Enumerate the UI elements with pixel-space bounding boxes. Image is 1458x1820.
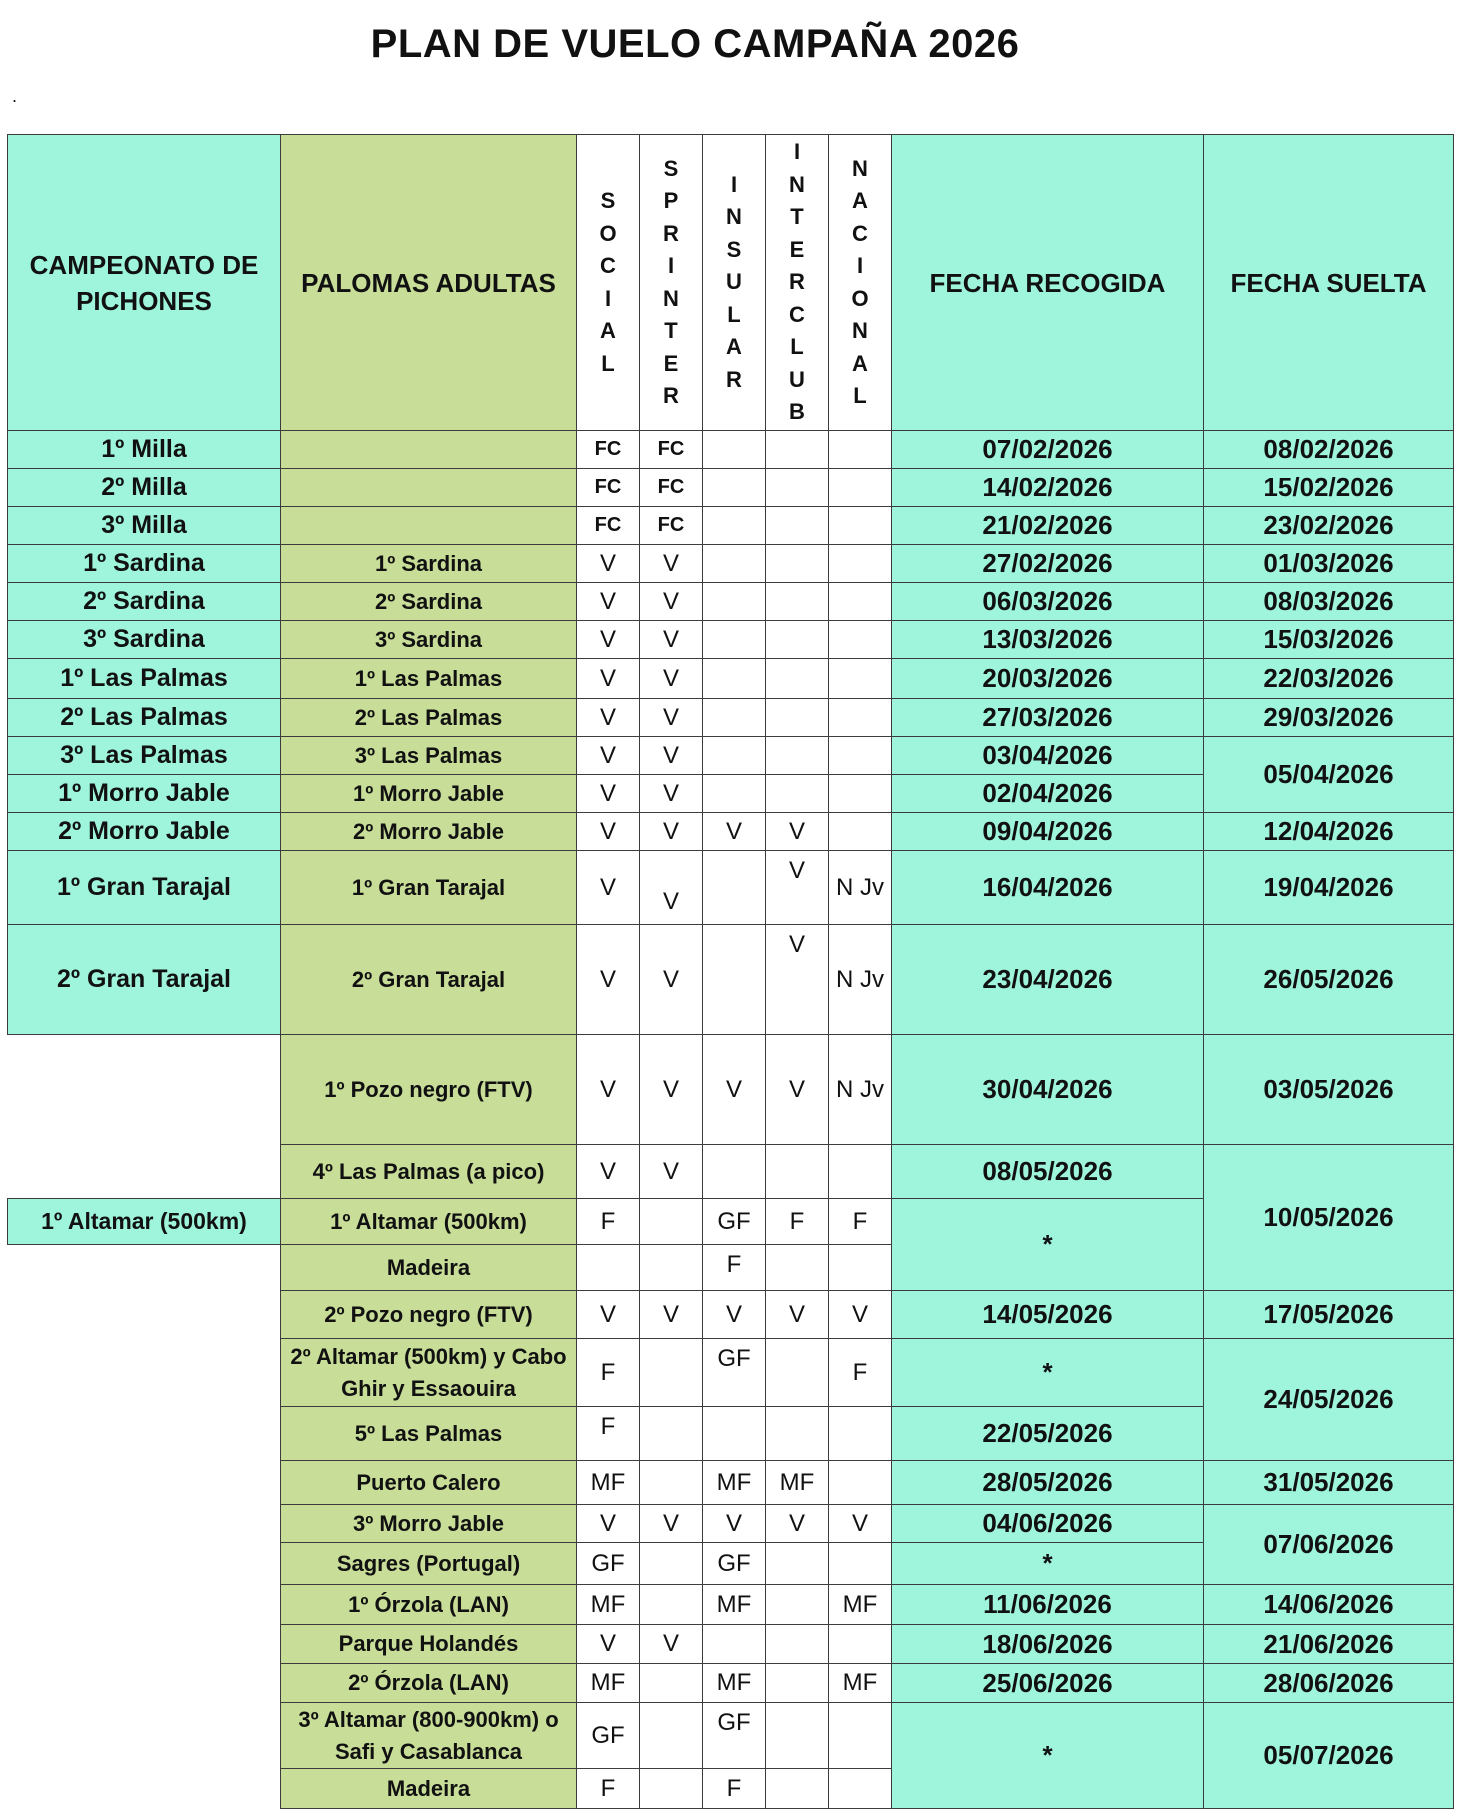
fecha-recogida-cell: 18/06/2026 xyxy=(892,1625,1204,1664)
palomas-cell: 1º Órzola (LAN) xyxy=(281,1585,577,1625)
palomas-cell: Madeira xyxy=(281,1245,577,1291)
fecha-suelta-cell: 15/02/2026 xyxy=(1204,469,1454,507)
palomas-cell xyxy=(281,469,577,507)
nacional-cell xyxy=(829,431,892,469)
fecha-suelta-cell: 29/03/2026 xyxy=(1204,699,1454,737)
table-row xyxy=(8,925,1454,1035)
nacional-cell: N Jv xyxy=(829,925,892,1035)
palomas-cell: 1º Gran Tarajal xyxy=(281,851,577,925)
nacional-cell: N Jv xyxy=(829,851,892,925)
sprinter-cell: V xyxy=(640,583,703,621)
fecha-recogida-cell: 06/03/2026 xyxy=(892,583,1204,621)
nacional-cell xyxy=(829,737,892,775)
palomas-cell: Puerto Calero xyxy=(281,1461,577,1505)
sprinter-cell xyxy=(640,1407,703,1461)
interclub-cell: V xyxy=(766,1291,829,1339)
fecha-suelta-cell: 14/06/2026 xyxy=(1204,1585,1454,1625)
interclub-cell xyxy=(766,1245,829,1291)
sprinter-cell: V xyxy=(640,851,703,925)
insular-cell: GF xyxy=(703,1199,766,1245)
fecha-recogida-cell: 14/02/2026 xyxy=(892,469,1204,507)
insular-cell xyxy=(703,507,766,545)
insular-cell: GF xyxy=(703,1339,766,1407)
table-row xyxy=(8,469,1454,507)
header-fecha-recogida: FECHA RECOGIDA xyxy=(892,135,1204,431)
interclub-cell: V xyxy=(766,1505,829,1543)
interclub-cell: F xyxy=(766,1199,829,1245)
table-row xyxy=(8,659,1454,699)
palomas-cell xyxy=(281,507,577,545)
campeonato-cell: 2º Gran Tarajal xyxy=(8,925,281,1035)
campeonato-cell: 3º Sardina xyxy=(8,621,281,659)
fecha-recogida-cell: 16/04/2026 xyxy=(892,851,1204,925)
page-title: PLAN DE VUELO CAMPAÑA 2026 xyxy=(370,22,1020,66)
interclub-cell xyxy=(766,659,829,699)
nacional-cell xyxy=(829,1145,892,1199)
fecha-suelta-cell: 22/03/2026 xyxy=(1204,659,1454,699)
social-cell: F xyxy=(577,1769,640,1809)
nacional-cell xyxy=(829,1245,892,1291)
nacional-cell xyxy=(829,583,892,621)
interclub-cell xyxy=(766,1585,829,1625)
interclub-cell: V xyxy=(766,813,829,851)
sprinter-cell: V xyxy=(640,1625,703,1664)
social-cell: V xyxy=(577,1625,640,1664)
social-cell: V xyxy=(577,1291,640,1339)
sprinter-cell: V xyxy=(640,1145,703,1199)
header-sprinter: S P R I N T E R xyxy=(640,135,703,431)
nacional-cell: V xyxy=(829,1505,892,1543)
nacional-cell xyxy=(829,1407,892,1461)
sprinter-cell xyxy=(640,1461,703,1505)
nacional-cell xyxy=(829,1625,892,1664)
fecha-recogida-cell: 11/06/2026 xyxy=(892,1585,1204,1625)
fecha-recogida-cell: 14/05/2026 xyxy=(892,1291,1204,1339)
insular-cell: GF xyxy=(703,1703,766,1769)
insular-cell xyxy=(703,925,766,1035)
fecha-suelta-cell: 23/02/2026 xyxy=(1204,507,1454,545)
insular-cell xyxy=(703,1407,766,1461)
fecha-suelta-cell: 07/06/2026 xyxy=(1204,1505,1454,1585)
palomas-cell: Madeira xyxy=(281,1769,577,1809)
header-row xyxy=(8,135,1454,431)
interclub-cell xyxy=(766,1664,829,1703)
sprinter-cell: V xyxy=(640,737,703,775)
interclub-cell xyxy=(766,1625,829,1664)
table-row xyxy=(8,621,1454,659)
nacional-cell: MF xyxy=(829,1664,892,1703)
campeonato-cell: 1º Altamar (500km) xyxy=(8,1199,281,1245)
table-row xyxy=(8,583,1454,621)
social-cell: V xyxy=(577,621,640,659)
nacional-cell xyxy=(829,1543,892,1585)
fecha-recogida-cell: 22/05/2026 xyxy=(892,1407,1204,1461)
palomas-cell: Sagres (Portugal) xyxy=(281,1543,577,1585)
fecha-recogida-cell: 27/03/2026 xyxy=(892,699,1204,737)
fecha-suelta-cell: 08/03/2026 xyxy=(1204,583,1454,621)
fecha-suelta-cell: 15/03/2026 xyxy=(1204,621,1454,659)
nacional-cell: F xyxy=(829,1199,892,1245)
nacional-cell xyxy=(829,621,892,659)
palomas-cell: 1º Las Palmas xyxy=(281,659,577,699)
interclub-cell xyxy=(766,545,829,583)
insular-cell: MF xyxy=(703,1461,766,1505)
sprinter-cell: V xyxy=(640,813,703,851)
header-fecha-suelta: FECHA SUELTA xyxy=(1204,135,1454,431)
nacional-cell xyxy=(829,1769,892,1809)
social-cell: GF xyxy=(577,1543,640,1585)
social-cell: V xyxy=(577,737,640,775)
table-row xyxy=(8,545,1454,583)
insular-cell xyxy=(703,699,766,737)
fecha-suelta-cell: 10/05/2026 xyxy=(1204,1145,1454,1291)
palomas-cell: 2º Sardina xyxy=(281,583,577,621)
insular-cell: F xyxy=(703,1245,766,1291)
insular-cell xyxy=(703,851,766,925)
table-row xyxy=(8,431,1454,469)
social-cell: V xyxy=(577,583,640,621)
fecha-suelta-cell: 05/04/2026 xyxy=(1204,737,1454,813)
palomas-cell xyxy=(281,431,577,469)
insular-cell xyxy=(703,775,766,813)
social-cell: V xyxy=(577,1035,640,1145)
interclub-cell xyxy=(766,1145,829,1199)
interclub-cell xyxy=(766,1543,829,1585)
sprinter-cell: V xyxy=(640,1291,703,1339)
palomas-cell: 1º Altamar (500km) xyxy=(281,1199,577,1245)
campeonato-cell: 1º Morro Jable xyxy=(8,775,281,813)
table-row xyxy=(8,1035,1454,1145)
sprinter-cell: V xyxy=(640,621,703,659)
palomas-cell: Parque Holandés xyxy=(281,1625,577,1664)
fecha-recogida-cell: * xyxy=(892,1703,1204,1809)
social-cell: V xyxy=(577,659,640,699)
campeonato-cell: 2º Sardina xyxy=(8,583,281,621)
nacional-cell: V xyxy=(829,1291,892,1339)
social-cell: V xyxy=(577,775,640,813)
nacional-cell: F xyxy=(829,1339,892,1407)
sprinter-cell xyxy=(640,1769,703,1809)
nacional-cell: MF xyxy=(829,1585,892,1625)
fecha-suelta-cell: 31/05/2026 xyxy=(1204,1461,1454,1505)
social-cell: V xyxy=(577,1145,640,1199)
campeonato-cell: 3º Las Palmas xyxy=(8,737,281,775)
header-insular: I N S U L A R xyxy=(703,135,766,431)
fecha-suelta-cell: 26/05/2026 xyxy=(1204,925,1454,1035)
table-row xyxy=(8,507,1454,545)
nacional-cell: N Jv xyxy=(829,1035,892,1145)
fecha-suelta-cell: 21/06/2026 xyxy=(1204,1625,1454,1664)
social-cell: FC xyxy=(577,469,640,507)
social-cell: V xyxy=(577,1505,640,1543)
interclub-cell xyxy=(766,431,829,469)
table-row xyxy=(8,851,1454,925)
fecha-recogida-cell: 23/04/2026 xyxy=(892,925,1204,1035)
social-cell: MF xyxy=(577,1585,640,1625)
insular-cell xyxy=(703,431,766,469)
fecha-recogida-cell: 09/04/2026 xyxy=(892,813,1204,851)
sprinter-cell xyxy=(640,1585,703,1625)
header-palomas: PALOMAS ADULTAS xyxy=(281,135,577,431)
fecha-recogida-cell: 07/02/2026 xyxy=(892,431,1204,469)
insular-cell xyxy=(703,1625,766,1664)
interclub-cell xyxy=(766,1339,829,1407)
table-row xyxy=(8,813,1454,851)
interclub-cell xyxy=(766,621,829,659)
insular-cell: GF xyxy=(703,1543,766,1585)
interclub-cell: V xyxy=(766,1035,829,1145)
fecha-recogida-cell: 28/05/2026 xyxy=(892,1461,1204,1505)
palomas-cell: 3º Altamar (800-900km) o Safi y Casablanca xyxy=(281,1703,577,1769)
campeonato-cell: 1º Milla xyxy=(8,431,281,469)
fecha-recogida-cell: 30/04/2026 xyxy=(892,1035,1204,1145)
social-cell: GF xyxy=(577,1703,640,1769)
header-campeonato: CAMPEONATO DE PICHONES xyxy=(8,135,281,431)
insular-cell: V xyxy=(703,1505,766,1543)
insular-cell: F xyxy=(703,1769,766,1809)
palomas-cell: 3º Las Palmas xyxy=(281,737,577,775)
social-cell: V xyxy=(577,545,640,583)
sprinter-cell xyxy=(640,1543,703,1585)
nacional-cell xyxy=(829,1461,892,1505)
empty-cell xyxy=(8,1245,281,1809)
social-cell: F xyxy=(577,1407,640,1461)
sprinter-cell xyxy=(640,1664,703,1703)
sprinter-cell: V xyxy=(640,1505,703,1543)
fecha-recogida-cell: * xyxy=(892,1199,1204,1291)
sprinter-cell: FC xyxy=(640,431,703,469)
nacional-cell xyxy=(829,699,892,737)
insular-cell xyxy=(703,621,766,659)
social-cell: V xyxy=(577,813,640,851)
palomas-cell: 4º Las Palmas (a pico) xyxy=(281,1145,577,1199)
sprinter-cell: V xyxy=(640,659,703,699)
table-row xyxy=(8,737,1454,775)
campeonato-cell: 1º Las Palmas xyxy=(8,659,281,699)
fecha-suelta-cell: 05/07/2026 xyxy=(1204,1703,1454,1809)
interclub-cell xyxy=(766,737,829,775)
interclub-cell xyxy=(766,469,829,507)
fecha-recogida-cell: * xyxy=(892,1543,1204,1585)
fecha-suelta-cell: 01/03/2026 xyxy=(1204,545,1454,583)
flight-plan-table xyxy=(7,134,1454,1809)
palomas-cell: 3º Morro Jable xyxy=(281,1505,577,1543)
stray-dot: . xyxy=(12,86,18,106)
fecha-recogida-cell: 20/03/2026 xyxy=(892,659,1204,699)
social-cell: V xyxy=(577,851,640,925)
fecha-recogida-cell: 02/04/2026 xyxy=(892,775,1204,813)
interclub-cell xyxy=(766,583,829,621)
fecha-recogida-cell: 27/02/2026 xyxy=(892,545,1204,583)
fecha-suelta-cell: 03/05/2026 xyxy=(1204,1035,1454,1145)
palomas-cell: 1º Pozo negro (FTV) xyxy=(281,1035,577,1145)
fecha-suelta-cell: 28/06/2026 xyxy=(1204,1664,1454,1703)
nacional-cell xyxy=(829,469,892,507)
fecha-recogida-cell: * xyxy=(892,1339,1204,1407)
interclub-cell xyxy=(766,1407,829,1461)
sprinter-cell: V xyxy=(640,925,703,1035)
insular-cell xyxy=(703,737,766,775)
sprinter-cell xyxy=(640,1339,703,1407)
palomas-cell: 2º Órzola (LAN) xyxy=(281,1664,577,1703)
fecha-recogida-cell: 13/03/2026 xyxy=(892,621,1204,659)
interclub-cell: MF xyxy=(766,1461,829,1505)
nacional-cell xyxy=(829,659,892,699)
header-interclub: I N T E R C L U B xyxy=(766,135,829,431)
campeonato-cell: 1º Sardina xyxy=(8,545,281,583)
sprinter-cell xyxy=(640,1245,703,1291)
campeonato-cell: 2º Milla xyxy=(8,469,281,507)
header-social: S O C I A L xyxy=(577,135,640,431)
fecha-suelta-cell: 08/02/2026 xyxy=(1204,431,1454,469)
palomas-cell: 2º Gran Tarajal xyxy=(281,925,577,1035)
sprinter-cell xyxy=(640,1199,703,1245)
palomas-cell: 2º Morro Jable xyxy=(281,813,577,851)
social-cell: F xyxy=(577,1339,640,1407)
interclub-cell: V xyxy=(766,925,829,1035)
empty-cell xyxy=(8,1035,281,1199)
fecha-suelta-cell: 17/05/2026 xyxy=(1204,1291,1454,1339)
insular-cell: MF xyxy=(703,1664,766,1703)
nacional-cell xyxy=(829,1703,892,1769)
insular-cell xyxy=(703,659,766,699)
header-nacional: N A C I O N A L xyxy=(829,135,892,431)
fecha-suelta-cell: 12/04/2026 xyxy=(1204,813,1454,851)
interclub-cell xyxy=(766,775,829,813)
interclub-cell: V xyxy=(766,851,829,925)
interclub-cell xyxy=(766,507,829,545)
social-cell: V xyxy=(577,699,640,737)
insular-cell xyxy=(703,1145,766,1199)
social-cell xyxy=(577,1245,640,1291)
social-cell: F xyxy=(577,1199,640,1245)
insular-cell xyxy=(703,469,766,507)
palomas-cell: 3º Sardina xyxy=(281,621,577,659)
fecha-recogida-cell: 04/06/2026 xyxy=(892,1505,1204,1543)
interclub-cell xyxy=(766,1769,829,1809)
fecha-suelta-cell: 24/05/2026 xyxy=(1204,1339,1454,1461)
palomas-cell: 5º Las Palmas xyxy=(281,1407,577,1461)
table-row xyxy=(8,699,1454,737)
palomas-cell: 1º Sardina xyxy=(281,545,577,583)
interclub-cell xyxy=(766,699,829,737)
palomas-cell: 1º Morro Jable xyxy=(281,775,577,813)
sprinter-cell: V xyxy=(640,699,703,737)
sprinter-cell: FC xyxy=(640,507,703,545)
campeonato-cell: 2º Morro Jable xyxy=(8,813,281,851)
insular-cell: V xyxy=(703,1035,766,1145)
fecha-recogida-cell: 25/06/2026 xyxy=(892,1664,1204,1703)
nacional-cell xyxy=(829,775,892,813)
fecha-recogida-cell: 21/02/2026 xyxy=(892,507,1204,545)
social-cell: FC xyxy=(577,507,640,545)
insular-cell xyxy=(703,583,766,621)
sprinter-cell: V xyxy=(640,545,703,583)
sprinter-cell: V xyxy=(640,775,703,813)
interclub-cell xyxy=(766,1703,829,1769)
sprinter-cell: V xyxy=(640,1035,703,1145)
fecha-recogida-cell: 08/05/2026 xyxy=(892,1145,1204,1199)
palomas-cell: 2º Las Palmas xyxy=(281,699,577,737)
fecha-suelta-cell: 19/04/2026 xyxy=(1204,851,1454,925)
campeonato-cell: 2º Las Palmas xyxy=(8,699,281,737)
sprinter-cell xyxy=(640,1703,703,1769)
social-cell: MF xyxy=(577,1664,640,1703)
social-cell: FC xyxy=(577,431,640,469)
palomas-cell: 2º Pozo negro (FTV) xyxy=(281,1291,577,1339)
social-cell: MF xyxy=(577,1461,640,1505)
insular-cell: MF xyxy=(703,1585,766,1625)
sprinter-cell: FC xyxy=(640,469,703,507)
palomas-cell: 2º Altamar (500km) y Cabo Ghir y Essaouira xyxy=(281,1339,577,1407)
insular-cell xyxy=(703,545,766,583)
nacional-cell xyxy=(829,545,892,583)
fecha-recogida-cell: 03/04/2026 xyxy=(892,737,1204,775)
nacional-cell xyxy=(829,507,892,545)
social-cell: V xyxy=(577,925,640,1035)
insular-cell: V xyxy=(703,813,766,851)
campeonato-cell: 1º Gran Tarajal xyxy=(8,851,281,925)
nacional-cell xyxy=(829,813,892,851)
campeonato-cell: 3º Milla xyxy=(8,507,281,545)
insular-cell: V xyxy=(703,1291,766,1339)
